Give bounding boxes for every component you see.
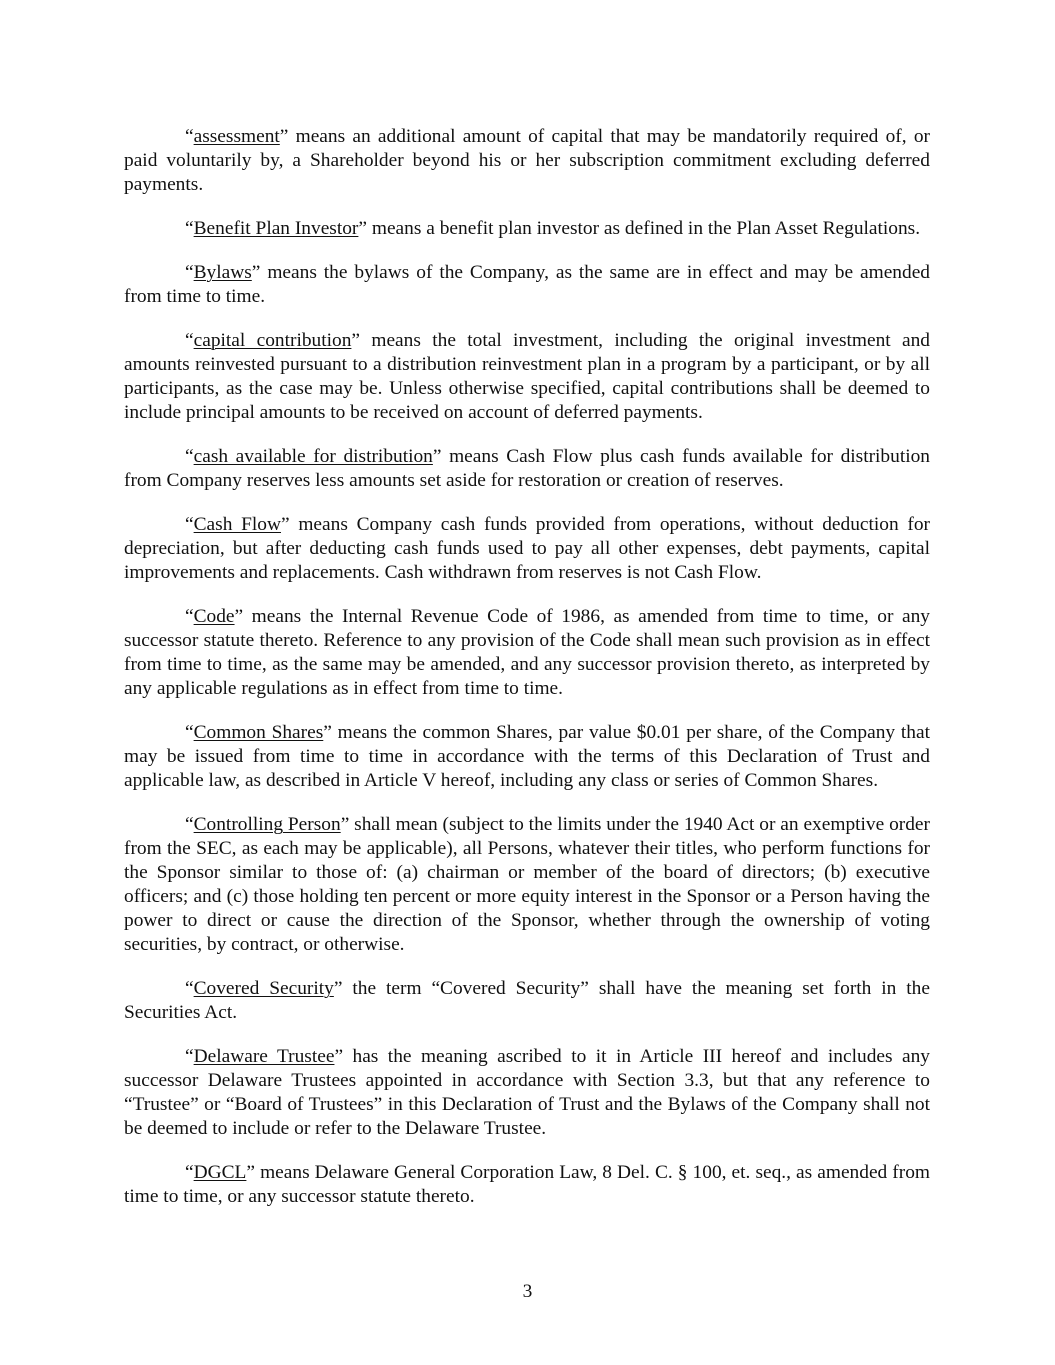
definition-dgcl: “DGCL” means Delaware General Corporation Law, 8 Del. C. § 100, et. seq., as amended from time to time, or any successor statute thereto. — [124, 1162, 930, 1207]
defined-term: DGCL — [193, 1162, 247, 1183]
definition-delaware-trustee: “Delaware Trustee” has the meaning ascribed to it in Article III hereof and includes any successor Delaware Trustees appointed in accordance with Section 3.3, but that any reference to “Trustee” or “Board of Trustees” in this Declaration of Trust and the Bylaws of the Company shall not be deemed to include or refer to the Delaware Trustee. — [124, 1046, 930, 1139]
defined-term: Controlling Person — [193, 814, 341, 835]
defined-term: Delaware Trustee — [193, 1046, 335, 1067]
definition-controlling-person: “Controlling Person” shall mean (subject to the limits under the 1940 Act or an exemptive order from the SEC, as each may be applicable), all Persons, whatever their titles, who perform functions for the Sponsor similar to those of: (a) chairman or member of the board of directors; (b) executive officers; and (c) those holding ten percent or more equity interest in the Sponsor or a Person having the power to direct or cause the direction of the Sponsor, whether through the ownership of voting securities, by contract, or otherwise. — [124, 814, 930, 955]
defined-term: capital contribution — [193, 330, 352, 351]
definition-text: means the total investment, including the original investment and amounts reinvested pursuant to a distribution reinvestment plan in a program by a participant, or by all participants, as the case may be. Unless otherwise specified, capital contributions shall be deemed to include principal amounts to be received on account of deferred payments. — [124, 330, 931, 423]
page-number: 3 — [522, 1281, 533, 1302]
definition-covered-security: “Covered Security” the term “Covered Security” shall have the meaning set forth in the Securities Act. — [124, 978, 930, 1023]
definition-text: shall mean (subject to the limits under the 1940 Act or an exemptive order from the SEC, as each may be applicable), all Persons, whatever their titles, who perform functions for the Sponsor similar to those of: (a) chairman or member of the board of directors; (b) executive officers; and (c) those holding ten percent or more equity interest in the Sponsor or a Person having the power to direct or cause the direction of the Sponsor, whether through the ownership of voting securities, by contract, or otherwise. — [124, 814, 930, 955]
defined-term: Code — [193, 606, 235, 627]
definition-assessment: “assessment” means an additional amount of capital that may be mandatorily required of, or paid voluntarily by, a Shareholder beyond his or her subscription commitment excluding deferred payments. — [124, 126, 930, 195]
definition-text: the term “Covered Security” shall have the meaning set forth in the Securities Act. — [124, 978, 930, 1023]
definition-capital-contribution: “capital contribution” means the total investment, including the original investment and amounts reinvested pursuant to a distribution reinvestment plan in a program by a participant, or by all participants, as the case may be. Unless otherwise specified, capital contributions shall be deemed to include principal amounts to be received on account of deferred payments. — [124, 330, 931, 423]
definition-text: means a benefit plan investor as defined in the Plan Asset Regulations. — [367, 218, 921, 239]
definition-code: “Code” means the Internal Revenue Code of 1986, as amended from time to time, or any successor statute thereto. Reference to any provision of the Code shall mean such provision as in effect from time to time, as the same may be amended, and any successor provision thereto, as interpreted by any applicable regulations as in effect from time to time. — [124, 606, 930, 699]
defined-term: Covered Security — [193, 978, 334, 999]
definition-text: has the meaning ascribed to it in Article III hereof and includes any successor Delaware Trustees appointed in accordance with Section 3.3, but that any reference to “Trustee” or “Board of Trustees” in this Declaration of Trust and the Bylaws of the Company shall not be deemed to include or refer to the Delaware Trustee. — [124, 1046, 930, 1139]
definition-text: means the common Shares, par value $0.01 per share, of the Company that may be issued from time to time in accordance with the terms of this Declaration of Trust and applicable law, as described in Article V hereof, including any class or series of Common Shares. — [124, 722, 930, 791]
defined-term: Common Shares — [193, 722, 324, 743]
defined-term: cash available for distribution — [193, 446, 433, 467]
definitions-list — [124, 125, 930, 1229]
definition-text: means Delaware General Corporation Law, 8 Del. C. § 100, et. seq., as amended from time to time, or any successor statute thereto. — [124, 1162, 930, 1207]
definition-bylaws: “Bylaws” means the bylaws of the Company, as the same are in effect and may be amended from time to time. — [124, 262, 930, 307]
definition-text: means an additional amount of capital that may be mandatorily required of, or paid voluntarily by, a Shareholder beyond his or her subscription commitment excluding deferred payments. — [124, 126, 930, 195]
definition-benefit-plan-investor: “Benefit Plan Investor” means a benefit plan investor as defined in the Plan Asset Regulations. — [185, 218, 921, 239]
definition-text: means the Internal Revenue Code of 1986, as amended from time to time, or any successor statute thereto. Reference to any provision of the Code shall mean such provision as in effect from time to time, as the same may be amended, and any successor provision thereto, as interpreted by any applicable regulations as in effect from time to time. — [124, 606, 930, 699]
defined-term: assessment — [193, 126, 280, 147]
definition-text: means Company cash funds provided from operations, without deduction for depreciation, but after deducting cash funds used to pay all other expenses, debt payments, capital improvements and replacements. Cash withdrawn from reserves is not Cash Flow. — [124, 514, 930, 583]
definition-cash-available-for-distribution: “cash available for distribution” means Cash Flow plus cash funds available for distribution from Company reserves less amounts set aside for restoration or creation of reserves. — [124, 446, 930, 491]
defined-term: Benefit Plan Investor — [193, 218, 359, 239]
definition-text: means the bylaws of the Company, as the same are in effect and may be amended from time to time. — [124, 262, 930, 307]
definition-text: means Cash Flow plus cash funds available for distribution from Company reserves less amounts set aside for restoration or creation of reserves. — [124, 446, 930, 491]
defined-term: Cash Flow — [193, 514, 281, 535]
definition-common-shares: “Common Shares” means the common Shares, par value $0.01 per share, of the Company that may be issued from time to time in accordance with the terms of this Declaration of Trust and applicable law, as described in Article V hereof, including any class or series of Common Shares. — [124, 722, 930, 791]
definition-cash-flow: “Cash Flow” means Company cash funds provided from operations, without deduction for depreciation, but after deducting cash funds used to pay all other expenses, debt payments, capital improvements and replacements. Cash withdrawn from reserves is not Cash Flow. — [124, 514, 930, 583]
defined-term: Bylaws — [193, 262, 252, 283]
